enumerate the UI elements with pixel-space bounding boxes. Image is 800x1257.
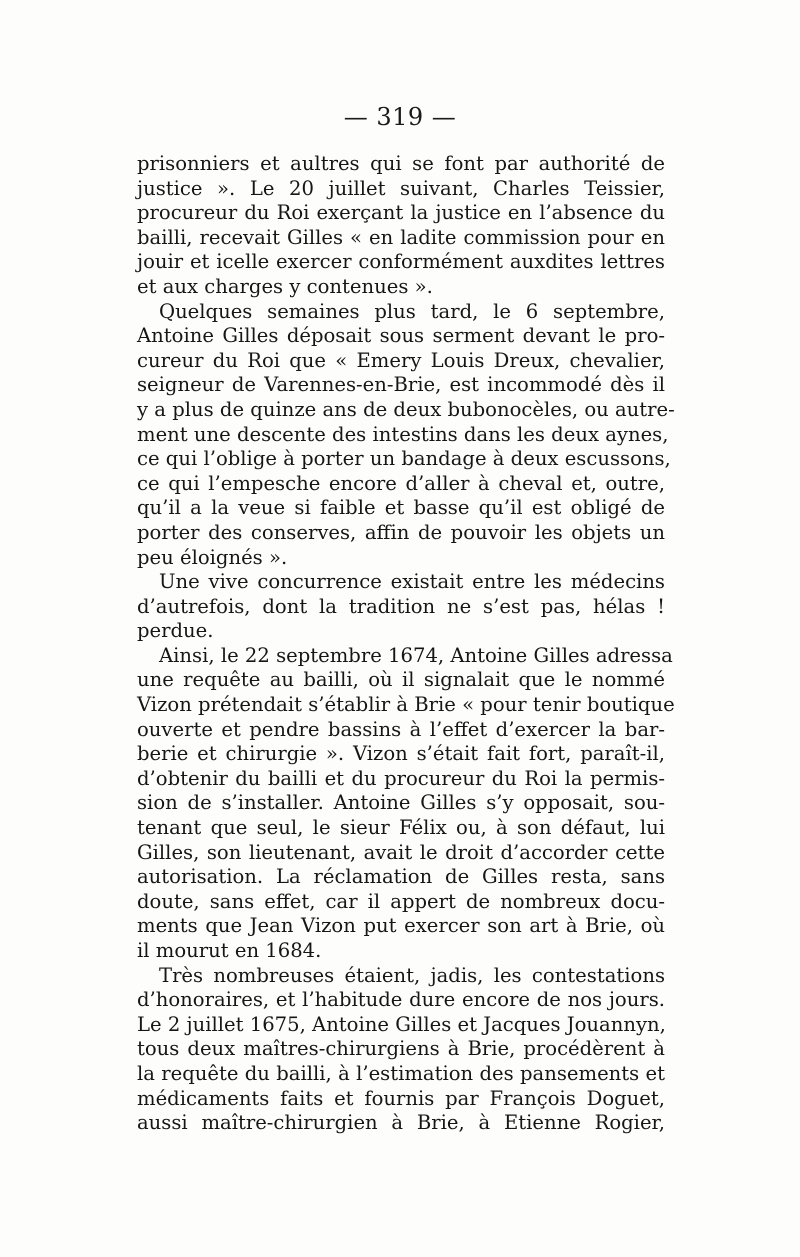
text-line: porter des conserves, affin de pouvoir les objets un	[137, 520, 665, 544]
text-line: tenant que seul, le sieur Félix ou, à son défaut, lui	[137, 816, 665, 840]
text-line: autorisation. La réclamation de Gilles resta, sans	[137, 865, 665, 889]
text-line: d’honoraires, et l’habitude dure encore de nos jours.	[137, 988, 665, 1012]
text-line: la requête du bailli, à l’estimation des pansements et	[137, 1061, 665, 1085]
text-line: Vizon prétendait s’établir à Brie « pour tenir boutique	[137, 693, 675, 717]
text-line: seigneur de Varennes-en-Brie, est incommodé dès il	[137, 373, 665, 397]
text-line: sion de s’installer. Antoine Gilles s’y opposait, sou-	[137, 791, 665, 815]
text-line: berie et chirurgie ». Vizon s’était fait fort, paraît-il,	[137, 742, 665, 766]
text-line: qu’il a la veue si faible et basse qu’il est obligé de	[137, 496, 665, 520]
text-line: ments que Jean Vizon put exercer son art à Brie, où	[137, 914, 665, 938]
text-line: ment une descente des intestins dans les deux aynes,	[137, 422, 669, 446]
text-line: procureur du Roi exerçant la justice en l’absence du	[137, 201, 665, 225]
text-line: il mourut en 1684.	[137, 939, 322, 962]
text-line: peu éloignés ».	[137, 545, 288, 569]
text-line: Très nombreuses étaient, jadis, les contestations	[159, 963, 665, 987]
text-line: bailli, recevait Gilles « en ladite commission pour en	[137, 225, 665, 249]
text-line: Quelques semaines plus tard, le 6 septembre,	[159, 299, 665, 323]
text-line: médicaments faits et fournis par François Doguet,	[137, 1086, 665, 1110]
page-number: — 319 —	[343, 103, 457, 131]
text-line: justice ». Le 20 juillet suivant, Charles Teissier,	[137, 176, 665, 200]
text-line: aussi maître-chirurgien à Brie, à Etienne Rogier,	[137, 1111, 665, 1135]
text-line: cureur du Roi que « Emery Louis Dreux, chevalier,	[137, 348, 665, 372]
text-line: ouverte et pendre bassins à l’effet d’exercer la bar-	[137, 717, 665, 741]
text-line: Une vive concurrence existait entre les médecins	[159, 570, 665, 594]
text-line: doute, sans effet, car il appert de nombreux docu-	[137, 889, 665, 913]
text-line: une requête au bailli, où il signalait que le nommé	[137, 668, 665, 692]
text-line: perdue.	[137, 619, 214, 643]
text-line: tous deux maîtres-chirurgiens à Brie, procédèrent à	[137, 1037, 665, 1061]
text-line: et aux charges y contenues ».	[137, 274, 433, 298]
body-text	[137, 152, 675, 1136]
text-line: prisonniers et aultres qui se font par authorité de	[137, 152, 665, 175]
text-line: ce qui l’empesche encore d’aller à cheval et, outre,	[137, 471, 665, 495]
text-line: Antoine Gilles déposait sous serment devant le pro-	[137, 324, 665, 348]
text-line: Ainsi, le 22 septembre 1674, Antoine Gilles adressa	[159, 643, 673, 667]
text-line: d’autrefois, dont la tradition ne s’est pas, hélas !	[137, 594, 665, 618]
text-line: y a plus de quinze ans de deux bubonocèles, ou autre-	[137, 397, 675, 421]
text-line: ce qui l’oblige à porter un bandage à deux escussons,	[137, 447, 671, 471]
text-line: jouir et icelle exercer conformément auxdites lettres	[137, 250, 665, 274]
text-line: Gilles, son lieutenant, avait le droit d’accorder cette	[137, 840, 665, 864]
text-line: Le 2 juillet 1675, Antoine Gilles et Jacques Jouannyn,	[137, 1012, 666, 1036]
text-line: d’obtenir du bailli et du procureur du Roi la permis-	[137, 766, 665, 790]
